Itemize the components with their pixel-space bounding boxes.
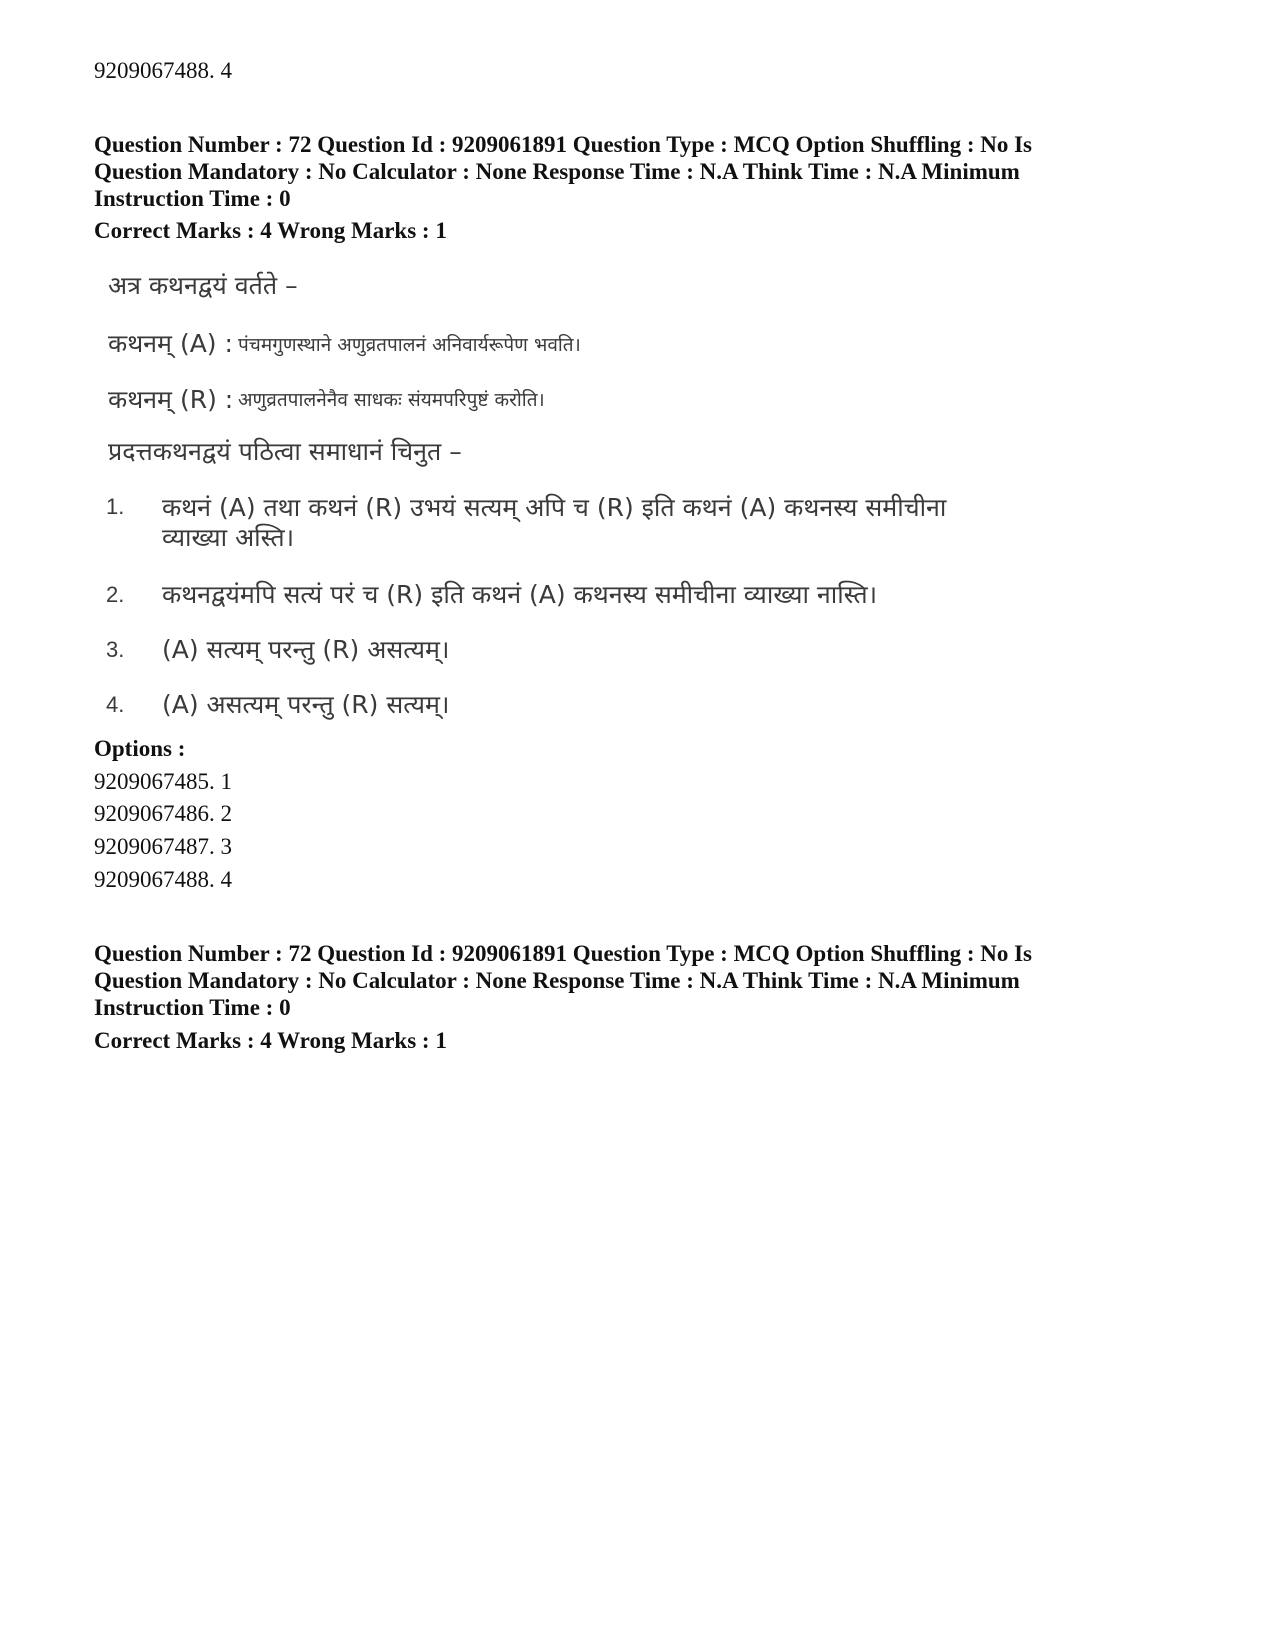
question-marks: Correct Marks : 4 Wrong Marks : 1 [94, 1028, 447, 1053]
choice-number: 2. [106, 582, 125, 607]
question-image [98, 264, 978, 748]
question-meta-line-3: Instruction Time : 0 [94, 995, 291, 1020]
choice-number: 4. [106, 692, 125, 717]
option-item: 9209067486. 2 [94, 801, 232, 826]
previous-option-line: 9209067488. 4 [94, 58, 232, 83]
question-meta-line-2: Question Mandatory : No Calculator : None Response Time : N.A Think Time : N.A Minimum [94, 968, 1020, 993]
reason-text: अणुव्रतपालनेनैव साधकः संयमपरिपुष्टं करोति। [238, 389, 545, 411]
choice-text: कथनं (A) तथा कथनं (R) उभयं सत्यम् अपि च (R) इति कथनं (A) कथनस्य समीचीना [162, 493, 947, 522]
choice-text: कथनद्वयंमपि सत्यं परं च (R) इति कथनं (A) कथनस्य समीचीना व्याख्या नास्ति। [162, 580, 878, 609]
option-item: 9209067487. 3 [94, 834, 232, 859]
question-intro: अत्र कथनद्वयं वर्तते – [108, 271, 298, 300]
question-meta-line-1: Question Number : 72 Question Id : 9209061891 Question Type : MCQ Option Shuffling : No Is [94, 941, 1033, 966]
choice-number: 1. [106, 494, 125, 519]
assertion-text: पंचमगुणस्थाने अणुव्रतपालनं अनिवार्यरूपेण भवति। [238, 334, 581, 356]
reason-label: कथनम् (R) : [108, 385, 234, 414]
options-heading: Options : [94, 736, 186, 761]
choice-text-continued: व्याख्या अस्ति। [162, 523, 295, 552]
question-meta-line-1: Question Number : 72 Question Id : 9209061891 Question Type : MCQ Option Shuffling : No Is [94, 132, 1033, 157]
question-meta-line-3: Instruction Time : 0 [94, 186, 291, 211]
option-item: 9209067485. 1 [94, 769, 232, 794]
choice-text: (A) सत्यम् परन्तु (R) असत्यम्। [162, 635, 450, 664]
option-item: 9209067488. 4 [94, 867, 232, 892]
question-marks: Correct Marks : 4 Wrong Marks : 1 [94, 218, 447, 243]
assertion-label: कथनम् (A) : [108, 329, 233, 358]
choice-number: 3. [106, 637, 125, 662]
question-instruction: प्रदत्तकथनद्वयं पठित्वा समाधानं चिनुत – [108, 437, 462, 466]
question-meta-line-2: Question Mandatory : No Calculator : None Response Time : N.A Think Time : N.A Minimum [94, 159, 1020, 184]
choice-text: (A) असत्यम् परन्तु (R) सत्यम्। [162, 690, 450, 719]
